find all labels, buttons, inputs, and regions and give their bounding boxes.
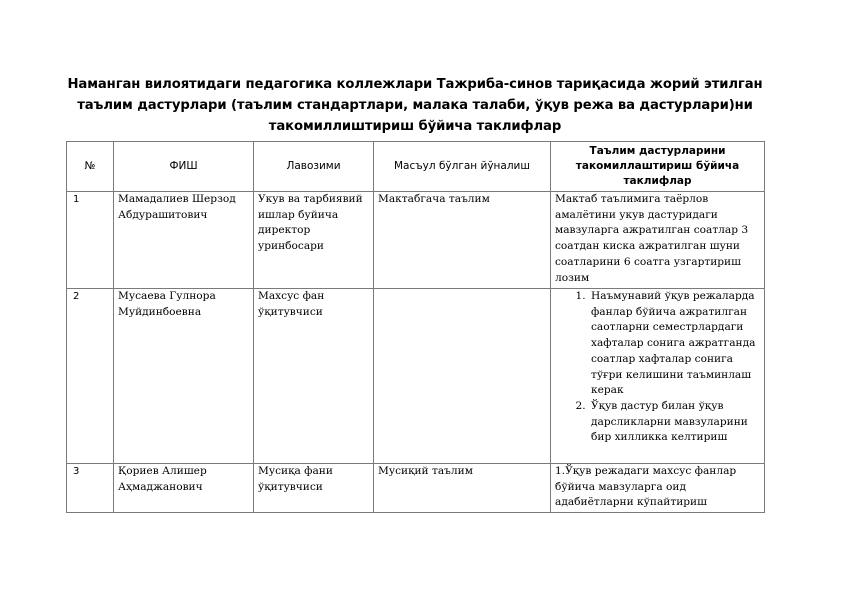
row-number: 2 [67, 289, 114, 464]
document-title [66, 74, 764, 137]
header-proposal: Таълим дастурларини такомиллаштириш бўйича таклифлар [551, 142, 765, 192]
header-direction: Масъул бўлган йўналиш [374, 142, 551, 192]
proposal-list-item: 2. Ўқув дастур билан ўқув дарсликларни мавзуларини бир хилликка келтириш [589, 399, 760, 446]
proposals-table [66, 141, 765, 513]
title-line-2: таълим дастурлари (таълим стандартлари, малака талаби, ўқув режа ва дастурлари)ни [77, 98, 753, 113]
row-number: 3 [67, 464, 114, 513]
table-header-row [67, 142, 765, 192]
row-number: 1 [67, 192, 114, 289]
row-name: Мамадалиев Шерзод Абдурашитович [114, 192, 254, 289]
row-name: Мусаева Гулнора Муйдинбоевна [114, 289, 254, 464]
row-proposal [551, 289, 765, 464]
table-row [67, 192, 765, 289]
row-direction: Мактабгача таълим [374, 192, 551, 289]
row-direction: Мусиқий таълим [374, 464, 551, 513]
row-name: Қориев Алишер Аҳмаджанович [114, 464, 254, 513]
row-position: Махсус фан ўқитувчиси [254, 289, 374, 464]
row-proposal: Мактаб таълимига таёрлов амалётини укув дастуридаги мавзуларга ажратилган соатлар 3 соатдан киска ажратилган шуни соатларини 6 соатга узгартириш лозим [551, 192, 765, 289]
proposal-list-item: 1. Наъмунавий ўқув режаларда фанлар бўйича ажратилган саотларни семестрлардаги хафталар сонига ажратганда соатлар хафталар сонига тўғри келишини таъминлаш керак [589, 289, 760, 399]
proposal-list [555, 289, 760, 446]
table-row [67, 289, 765, 464]
header-number: № [67, 142, 114, 192]
header-name: ФИШ [114, 142, 254, 192]
row-direction [374, 289, 551, 464]
header-position: Лавозими [254, 142, 374, 192]
row-position: Укув ва тарбиявий ишлар буйича директор уринбосари [254, 192, 374, 289]
table-row [67, 464, 765, 513]
row-proposal: 1.Ўқув режадаги махсус фанлар бўйича мавзуларга оид адабиётларни кўпайтириш [551, 464, 765, 513]
title-line-1: Наманган вилоятидаги педагогика коллежлари Тажриба-синов тариқасида жорий этилган [67, 77, 763, 92]
title-line-3: такомиллиштириш бўйича таклифлар [268, 119, 562, 134]
row-position: Мусиқа фани ўқитувчиси [254, 464, 374, 513]
